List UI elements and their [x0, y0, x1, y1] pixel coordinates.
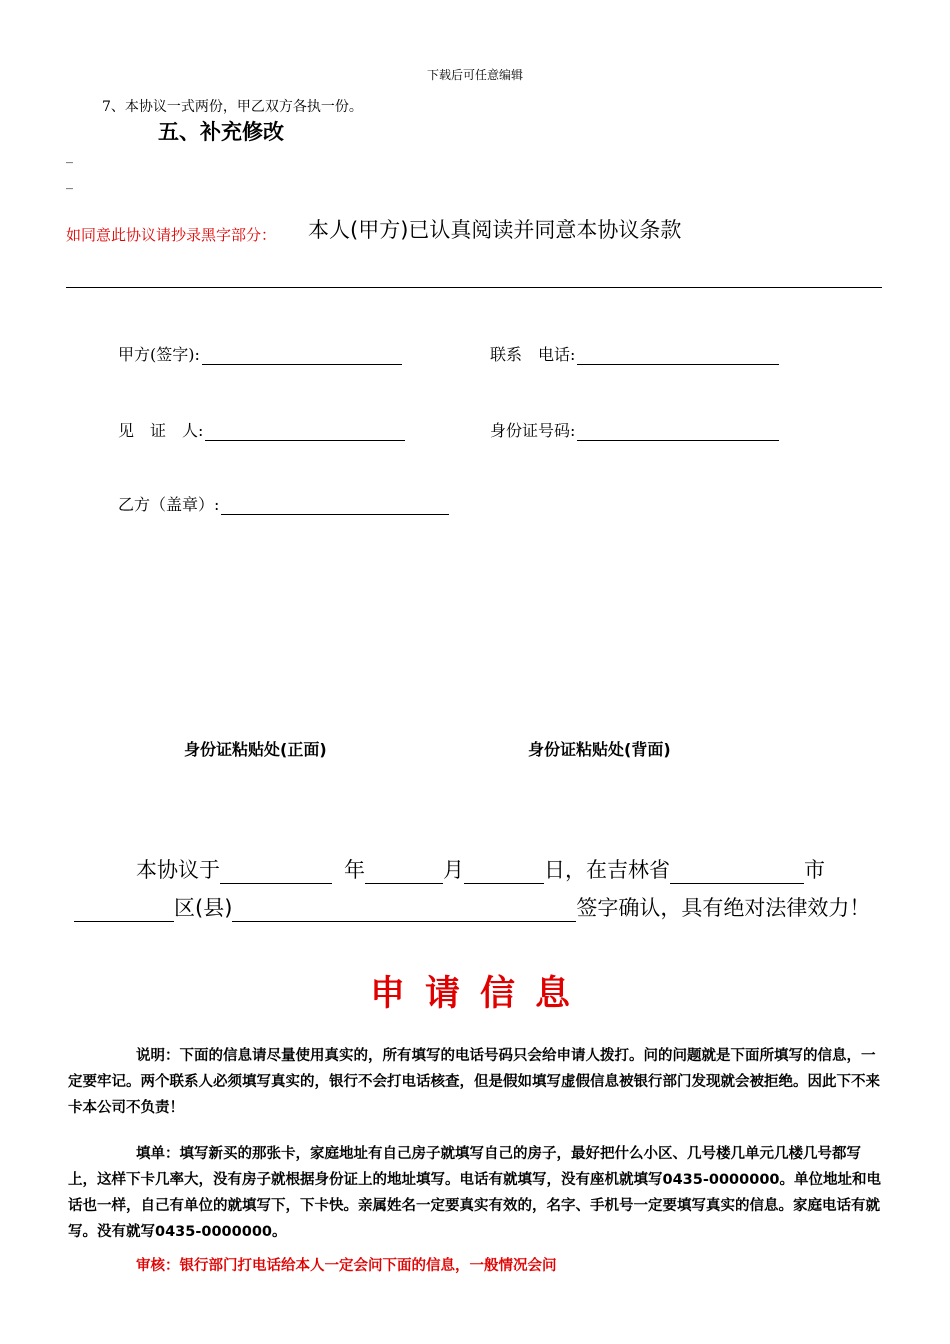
witness-label: 见 证 人:: [118, 421, 204, 440]
party-a-field: [118, 342, 402, 365]
party-a-signature-line[interactable]: [202, 346, 402, 365]
city-blank[interactable]: [670, 859, 804, 884]
blank-line-1: _: [66, 148, 73, 164]
party-a-label: 甲方(签字):: [118, 345, 200, 364]
year-blank[interactable]: [220, 859, 332, 884]
agreement-date-line: [136, 854, 825, 884]
id-back-paste-area: 身份证粘贴处(背面): [528, 740, 671, 759]
party-b-label: 乙方（盖章）:: [118, 495, 220, 514]
id-front-paste-area: 身份证粘贴处(正面): [184, 740, 327, 759]
district-blank[interactable]: [74, 897, 174, 922]
blank-line-2: _: [66, 174, 73, 190]
party-b-seal-line[interactable]: [221, 496, 449, 515]
month-blank[interactable]: [365, 859, 443, 884]
address-blank[interactable]: [232, 897, 576, 922]
application-info-title: 申请信息: [369, 974, 590, 1014]
copy-write-line[interactable]: [66, 287, 882, 288]
contact-phone-line[interactable]: [577, 346, 779, 365]
day-label: 日，在吉林省: [544, 858, 670, 882]
party-b-field: [118, 492, 449, 515]
id-number-field: [490, 418, 779, 441]
clause-7: 7、本协议一式两份，甲乙双方各执一份。: [102, 99, 363, 115]
copy-text: 本人(甲方)已认真阅读并同意本协议条款: [308, 218, 682, 242]
year-label: 年: [344, 858, 365, 882]
day-blank[interactable]: [464, 859, 544, 884]
copy-instruction: 如同意此协议请抄录黑字部分：: [66, 226, 277, 244]
agreement-location-line: [74, 892, 870, 922]
explanation-paragraph: 说明：下面的信息请尽量使用真实的，所有填写的电话号码只会给申请人拨打。问的问题就是下面所填写的信息，一定要牢记。两个联系人必须填写真实的，银行不会打电话核查，但是假如填写虚假信息被银行部门发现就会被拒绝。因此下不来卡本公司不负责！: [68, 1048, 880, 1116]
id-number-line[interactable]: [577, 422, 779, 441]
id-number-label: 身份证号码:: [490, 421, 576, 440]
witness-line[interactable]: [205, 422, 405, 441]
contact-phone-field: [490, 342, 779, 365]
header-note: 下载后可任意编辑: [426, 68, 523, 82]
city-label: 市: [804, 858, 825, 882]
witness-field: [118, 418, 405, 441]
contact-phone-label: 联系 电话:: [490, 345, 576, 364]
month-label: 月: [443, 858, 464, 882]
agreement-suffix: 签字确认，具有绝对法律效力！: [576, 896, 871, 920]
section-heading: 五、补充修改: [158, 120, 284, 144]
agreement-prefix: 本协议于: [136, 858, 220, 882]
fill-instructions-paragraph: 填单：填写新买的那张卡，家庭地址有自己房子就填写自己的房子，最好把什么小区、几号楼几单元几楼几号都写上，这样下卡几率大，没有房子就根据身份证上的地址填写。电话有就填写，没有座机就填写0435-0000000。单位地址和电话也一样，自己有单位的就填写下，下卡快。亲属姓名一定要真实有效的，名字、手机号一定要填写真实的信息。家庭电话有就写。没有就写0435-0000000。: [68, 1146, 881, 1240]
district-label: 区(县): [174, 896, 233, 920]
audit-note: 审核：银行部门打电话给本人一定会问下面的信息，一般情况会问: [136, 1258, 557, 1274]
